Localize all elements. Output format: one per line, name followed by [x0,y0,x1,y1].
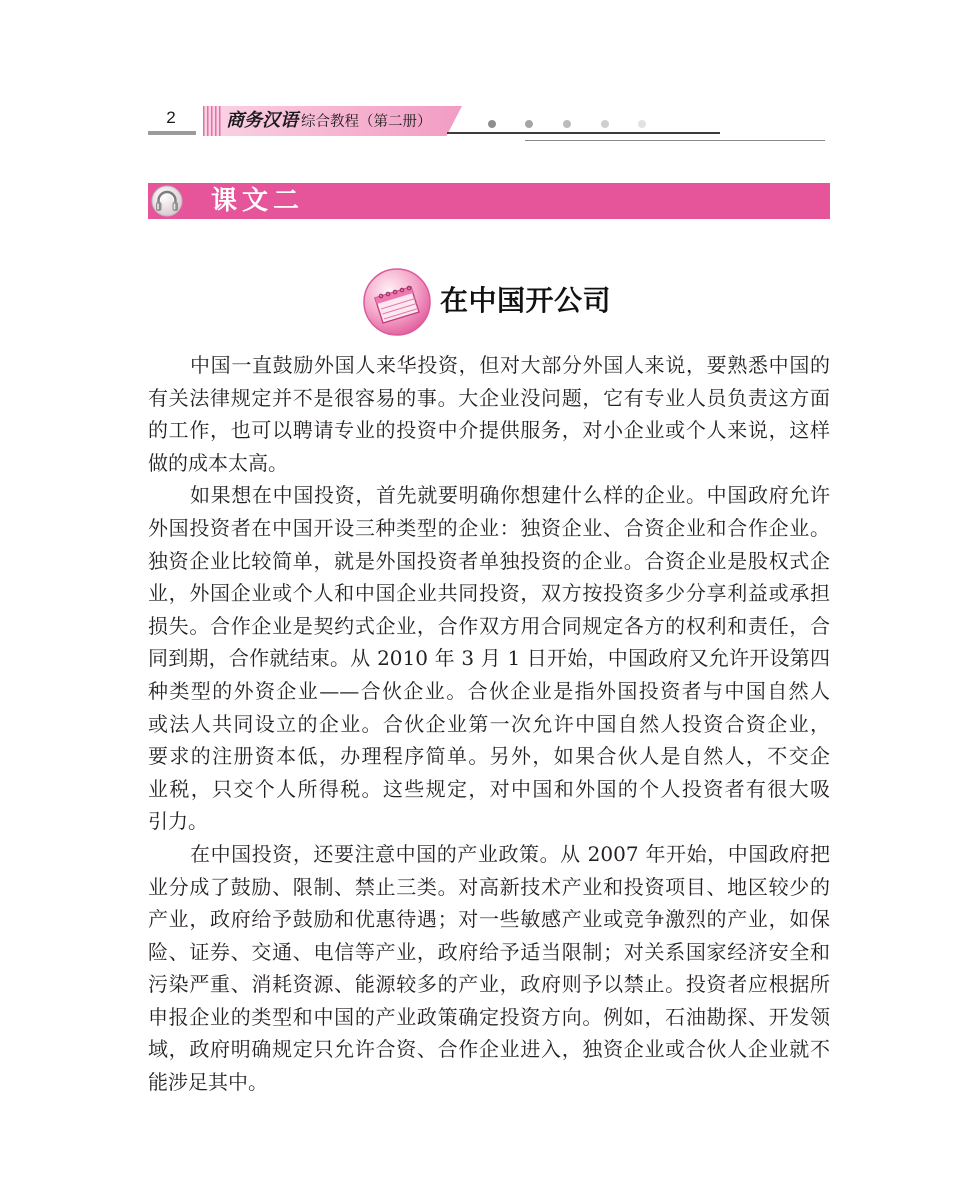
paragraph-line: 险、证券、交通、电信等产业，政府给予适当限制；对关系国家经济安全和 [148,939,830,964]
tab-stripes [203,106,223,136]
book-subtitle: 综合教程（第二册） [301,114,432,130]
header-dot [638,120,646,128]
paragraph-line: 有关法律规定并不是很容易的事。大企业没问题，它有专业人员负责这方面 [148,385,830,410]
paragraph-line: 损失。合作企业是契约式企业，合作双方用合同规定各方的权利和责任，合 [148,613,830,638]
paragraph-line: 业税，只交个人所得税。这些规定，对中国和外国的个人投资者有很大吸 [148,776,830,801]
header-dot [563,120,571,128]
page-number-underline [148,131,196,135]
header-dot [488,120,496,128]
paragraph-line: 或法人共同设立的企业。合伙企业第一次允许中国自然人投资合资企业， [148,711,830,736]
paragraph-line: 产业，政府给予鼓励和优惠待遇；对一些敏感产业或竞争激烈的产业，如保 [148,907,830,932]
headphones-icon [151,185,183,217]
book-title-text [226,106,432,136]
paragraph-line: 独资企业比较简单，就是外国投资者单独投资的企业。合资企业是股权式企 [148,548,830,573]
paragraph-line: 要求的注册资本低，办理程序简单。另外，如果合伙人是自然人，不交企 [148,744,830,769]
paragraph [148,838,830,1099]
paragraph-line: 种类型的外资企业——合伙企业。合伙企业是指外国投资者与中国自然人 [148,678,830,703]
lesson-title: 在中国开公司 [440,284,612,317]
page-number: 2 [166,108,176,127]
header-dot [525,120,533,128]
notebook-icon [362,267,432,337]
paragraph-line: 申报企业的类型和中国的产业政策确定投资方向。例如，石油勘探、开发领 [148,1004,830,1029]
lesson-body [148,349,830,1099]
paragraph [148,349,830,479]
header-rule [525,140,825,141]
paragraph-line: 业分成了鼓励、限制、禁止三类。对高新技术产业和投资项目、地区较少的 [148,874,830,899]
paragraph-line: 业，外国企业或个人和中国企业共同投资，双方按投资多少分享利益或承担 [148,581,830,606]
section-label: 课文二 [211,186,305,216]
paragraph-line: 域，政府明确规定只允许合资、合作企业进入，独资企业或合伙人企业就不 [148,1037,830,1062]
paragraph-line: 做的成本太高。 [148,450,288,475]
paragraph-line: 外国投资者在中国开设三种类型的企业：独资企业、合资企业和合作企业。 [148,515,830,540]
paragraph-line: 引力。 [148,809,208,834]
paragraph [148,479,830,838]
paragraph-line: 中国一直鼓励外国人来华投资，但对大部分外国人来说，要熟悉中国的 [190,353,830,377]
paragraph-line: 能涉足其中。 [148,1070,268,1095]
paragraph-line: 同到期，合作就结束。从 2010 年 3 月 1 日开始，中国政府又允许开设第四 [148,646,830,671]
header-rule [447,132,720,134]
paragraph-line: 的工作，也可以聘请专业的投资中介提供服务，对小企业或个人来说，这样 [148,418,830,443]
book-title: 商务汉语 [226,110,298,131]
header-dot [601,120,609,128]
paragraph-line: 在中国投资，还要注意中国的产业政策。从 2007 年开始，中国政府把 [190,841,830,866]
paragraph-line: 污染严重、消耗资源、能源较多的产业，政府则予以禁止。投资者应根据所 [148,972,830,997]
paragraph-line: 如果想在中国投资，首先就要明确你想建什么样的企业。中国政府允许 [190,483,830,508]
